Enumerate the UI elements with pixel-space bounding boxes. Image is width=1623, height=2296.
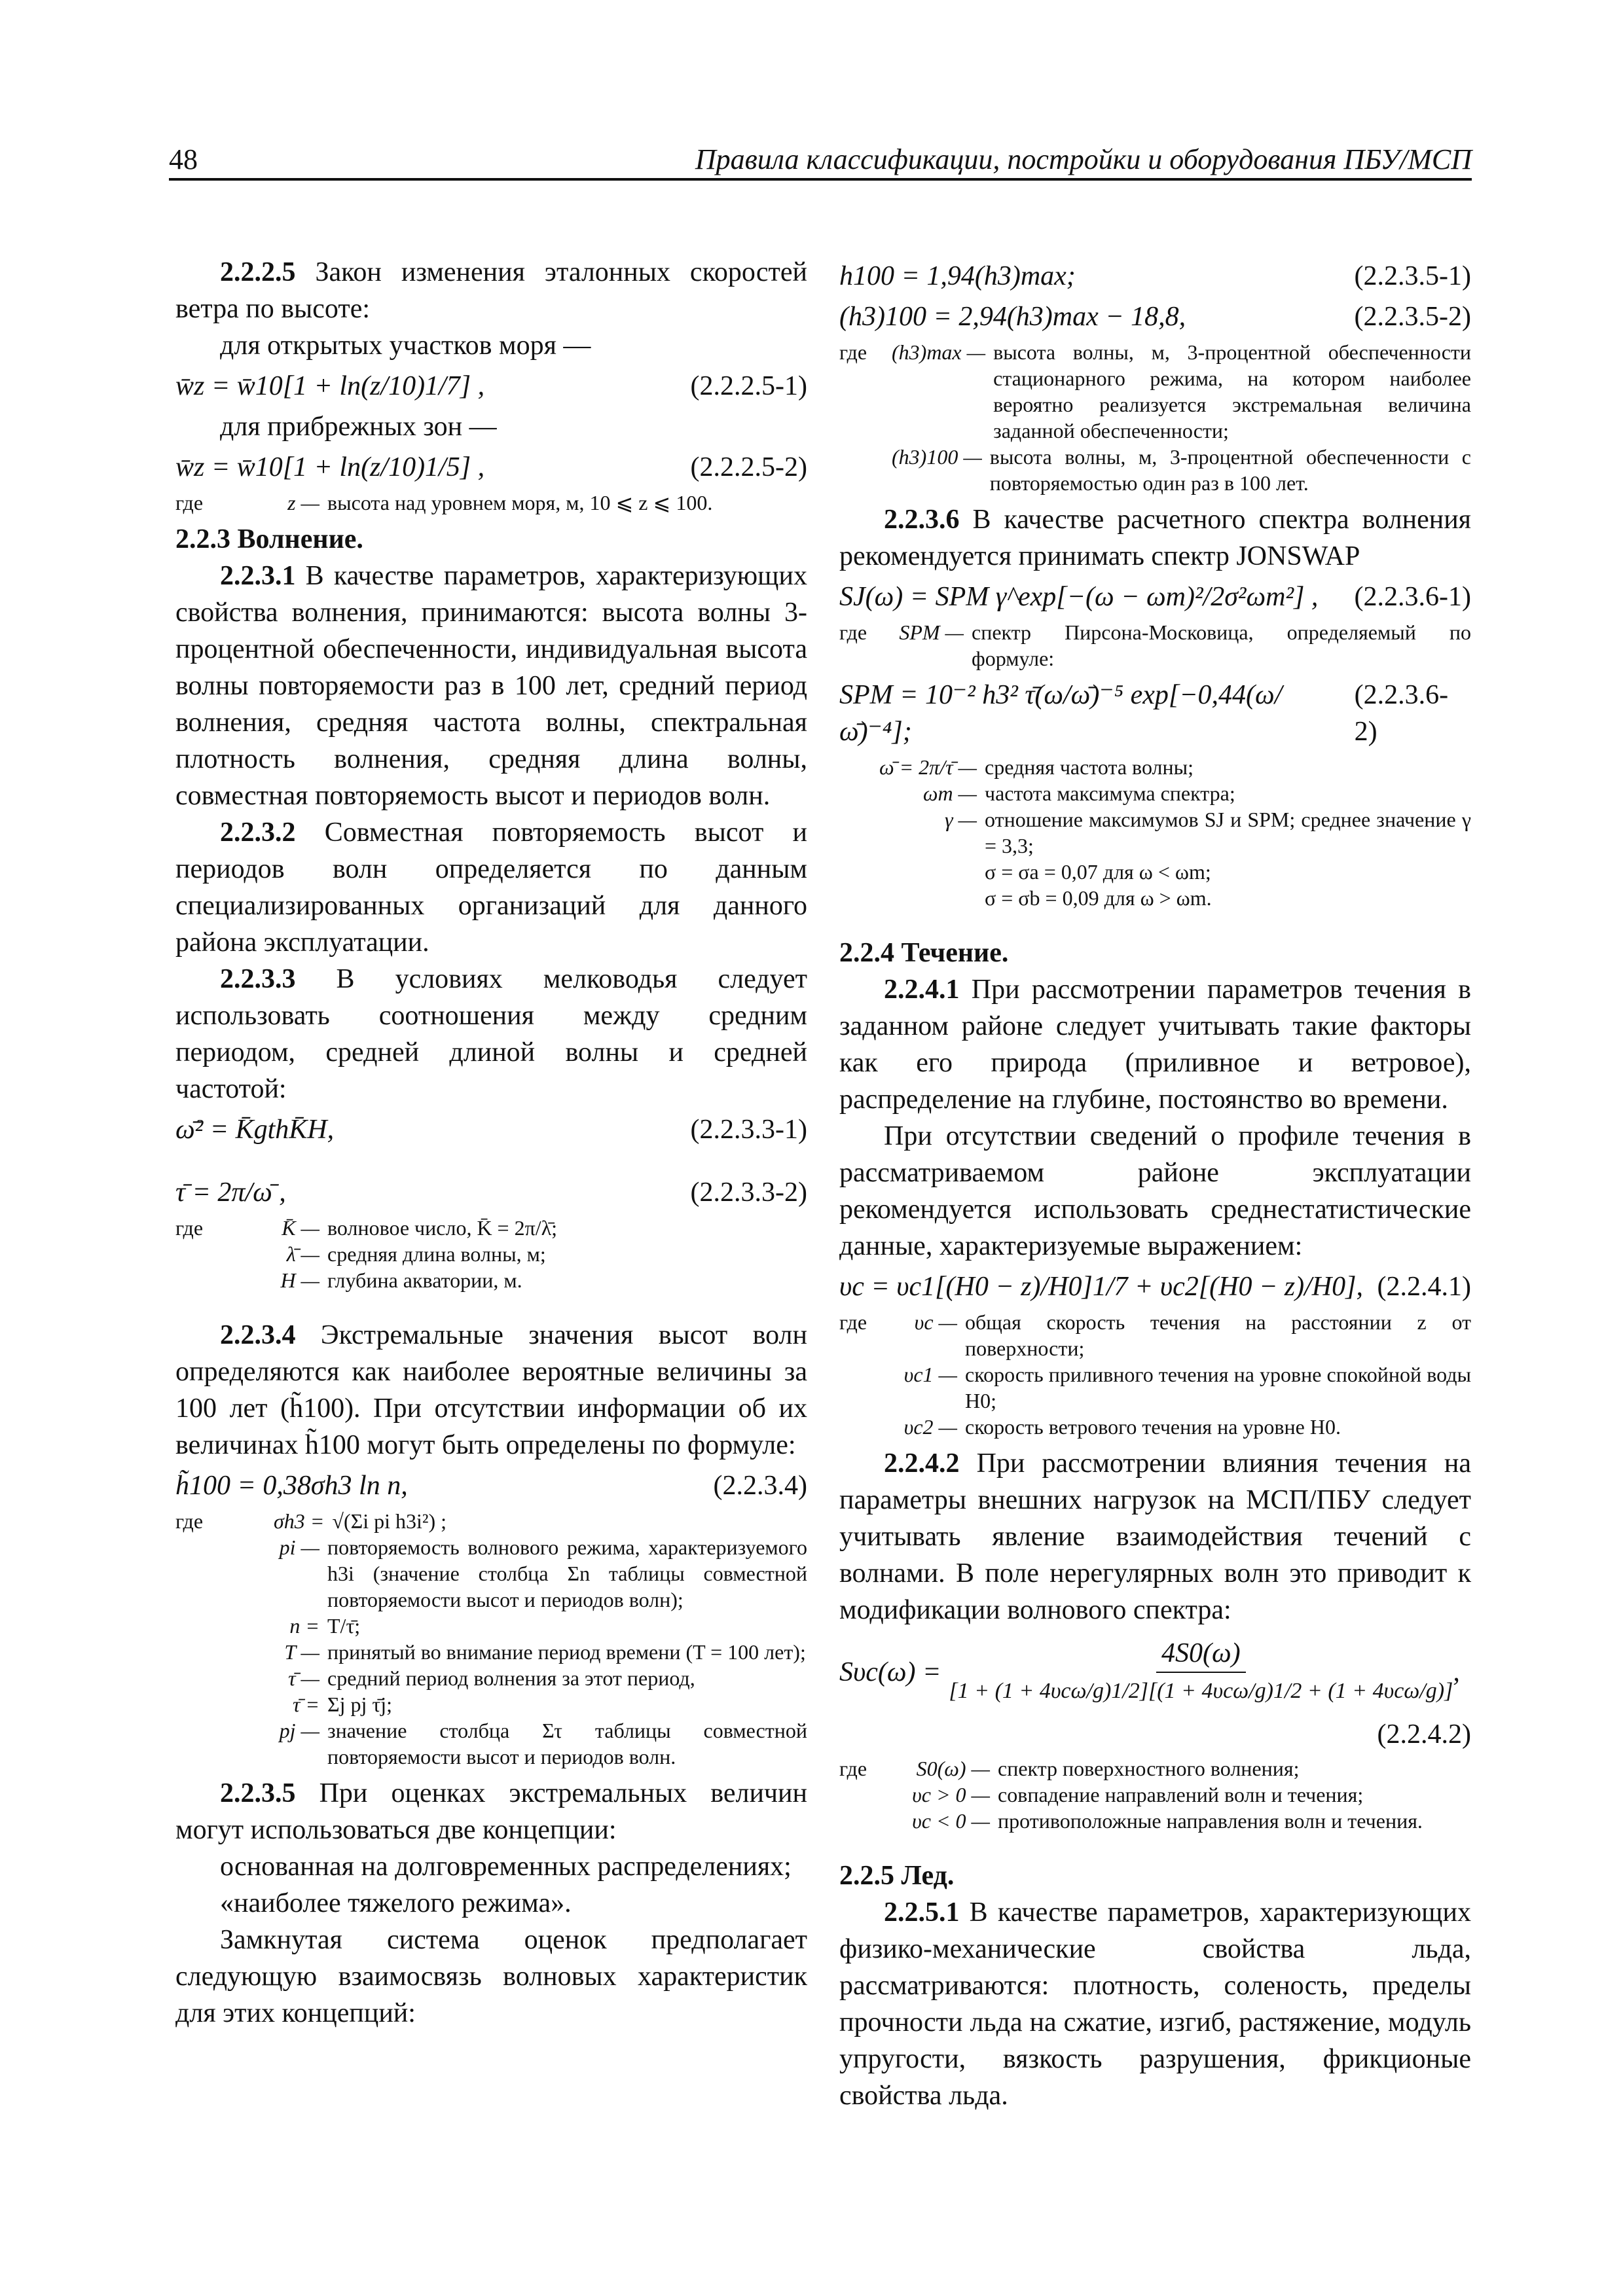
left-column	[175, 254, 807, 2032]
equation-2233-1: ω̄² = K̄gthK̄H, (2.2.3.3-1)	[175, 1115, 807, 1145]
equation-2242: Sυc(ω) = 4S0(ω) [1 + (1 + 4υcω/g)1/2][(1 + 4υcω/g)1/2 + (1 + 4υcω/g)] ,	[839, 1635, 1471, 1710]
equation-2236-1: SJ(ω) = SPM γ^exp[−(ω − ωm)²/2σ²ωm²] , (2.2.3.6-1)	[839, 582, 1471, 612]
legend-2242: где S0(ω) — спектр поверхностного волнения; υc > 0 — совпадение направлений волн и течения; υc < 0 — противоположные направления волн и течения.	[839, 1757, 1423, 1833]
equation-2236-2: SPM = 10⁻² h3² τ̄(ω/ω̄)⁻⁵ exp[−0,44(ω/ω̄)⁻⁴]; (2.2.3.6-2)	[839, 680, 1449, 747]
legend-spm: где SPM — спектр Пирсона-Московица, определяемый по формуле:	[839, 620, 1471, 670]
header-rule	[169, 178, 1472, 181]
page-number: 48	[169, 143, 198, 175]
equation-2233-2: τ̄ = 2π/ω̄ , (2.2.3.3-2)	[175, 1177, 807, 1208]
concept-1: основанная на долговременных распределениях;	[220, 1852, 792, 1882]
equation-2234: h̃100 = 0,38σh3 ln n, (2.2.3.4)	[175, 1471, 807, 1501]
paragraph-2235: 2.2.3.5 При оценках экстремальных величин могут использоваться две концепции:	[175, 1778, 807, 1845]
equation-2225-1: w̄z = w̄10[1 + ln(z/10)1/7] , (2.2.2.5-1)	[175, 371, 807, 401]
equation-2241: υc = υc1[(H0 − z)/H0]1/7 + υc2[(H0 − z)/H0], (2.2.4.1)	[839, 1272, 1471, 1302]
right-column	[839, 254, 1471, 2114]
heading-2-2-3: 2.2.3 Волнение.	[175, 524, 363, 554]
paragraph-2236: 2.2.3.6 В качестве расчетного спектра волнения рекомендуется принимать спектр JONSWAP	[839, 505, 1471, 571]
open-sea-label: для открытых участков моря —	[220, 331, 591, 361]
running-title: Правила классификации, постройки и оборудования ПБУ/МСП	[695, 143, 1472, 175]
equation-2235-1: h100 = 1,94(h3)max; (2.2.3.5-1)	[839, 261, 1471, 291]
legend-2235: где (h3)max — высота волны, м, 3-процентной обеспеченности стационарного режима, на котором наиболее вероятно реализуется экстремальная величина заданной обеспеченности; (h3)100 — высота волны, м, 3-процентной обеспеченности с повторяемостью один раз в 100 лет.	[839, 340, 1471, 495]
equation-2242-number: (2.2.4.2)	[1377, 1719, 1471, 1749]
equation-2225-2: w̄z = w̄10[1 + ln(z/10)1/5] , (2.2.2.5-2)	[175, 452, 807, 482]
paragraph-2225: 2.2.2.5 Закон изменения эталонных скоростей ветра по высоте:	[175, 257, 807, 324]
paragraph-2233: 2.2.3.3 В условиях мелководья следует использовать соотношения между средним периодом, средней длиной волны и средней частотой:	[175, 964, 807, 1104]
paragraph-2231: 2.2.3.1 В качестве параметров, характеризующих свойства волнения, принимаются: высота волны 3-процентной обеспеченности, индивидуальная высота волны повторяемости раз в 100 лет, средний период волнения, средняя частота волны, спектральная плотность волнения, средняя длина волны, совместная повторяемость высот и периодов волн.	[175, 561, 808, 811]
paragraph-2251: 2.2.5.1 В качестве параметров, характеризующих физико-механические свойства льда, рассматриваются: плотность, соленость, пределы прочности льда на сжатие, изгиб, растяжение, модуль упругости, вязкость разрушения, фрикционые свойства льда.	[839, 1897, 1472, 2111]
heading-2-2-4: 2.2.4 Течение.	[839, 938, 1009, 968]
heading-2-2-5: 2.2.5 Лед.	[839, 1861, 955, 1891]
legend-2241: где υc — общая скорость течения на расстоянии z от поверхности; υc1 — скорость приливного течения на уровне спокойной воды H0; υc2 — скорость ветрового течения на уровне H0.	[839, 1310, 1471, 1439]
page-header	[169, 143, 1472, 182]
paragraph-2232: 2.2.3.2 Совместная повторяемость высот и периодов волн определяется по данным специализированных организаций для данного района эксплуатации.	[175, 817, 808, 958]
equation-2235-2: (h3)100 = 2,94(h3)max − 18,8, (2.2.3.5-2)	[839, 302, 1471, 332]
paragraph-2234: 2.2.3.4 Экстремальные значения высот волн определяются как наиболее вероятные величины за 100 лет (h̃100). При отсутствии информации об их величинах h̃100 могут быть определены по формуле:	[175, 1320, 807, 1460]
paragraph-2242: 2.2.4.2 При рассмотрении влияния течения на параметры внешних нагрузок на МСП/ПБУ следует учитывать явление взаимодействия течений с волнами. В поле нерегулярных волн это приводит к модификации волнового спектра:	[839, 1448, 1471, 1625]
paragraph-2241: 2.2.4.1 При рассмотрении параметров течения в заданном районе следует учитывать такие факторы как его природа (приливное и ветровое), распределение на глубине, постоянство во времени.	[839, 975, 1471, 1115]
legend-2234: где σh3 = √(Σi pi h3i²) ; pi — повторяемость волнового режима, характеризуемого h3i (значение столбца Σn таблицы совместной повторяемости высот и периодов волн); n = T/τ̄; T — принятый во внимание период времени (T = 100 лет); τ̄ — средний период волнения за этот период, τ̄ = Σj pj τ̄j; pj — значение столбца Στ таблицы совместной повторяемости высот и периодов волн.	[175, 1509, 807, 1768]
legend-z: где z — высота над уровнем моря, м, 10 ⩽ z ⩽ 100.	[175, 491, 713, 514]
legend-2236: ω̄ = 2π/τ̄ — средняя частота волны; ωm — частота максимума спектра; γ — отношение максимумов SJ и SPM; среднее значение γ = 3,3; σ = σa = 0,07 для ω < ωm; σ = σb = 0,09 для ω > ωm.	[879, 755, 1471, 910]
coastal-label: для прибрежных зон —	[220, 412, 497, 442]
concept-2: «наиболее тяжелого режима».	[220, 1888, 572, 1918]
paragraph-closing: Замкнутая система оценок предполагает следующую взаимосвязь волновых характеристик для этих концепций:	[175, 1925, 807, 2028]
paragraph-2241b: При отсутствии сведений о профиле течения в рассматриваемом районе эксплуатации рекомендуется использовать среднестатистические данные, характеризуемые выражением:	[839, 1121, 1471, 1261]
legend-2233: где K̄ — волновое число, K̄ = 2π/λ̄; λ̄ — средняя длина волны, м; H — глубина акватории, м.	[175, 1216, 558, 1292]
